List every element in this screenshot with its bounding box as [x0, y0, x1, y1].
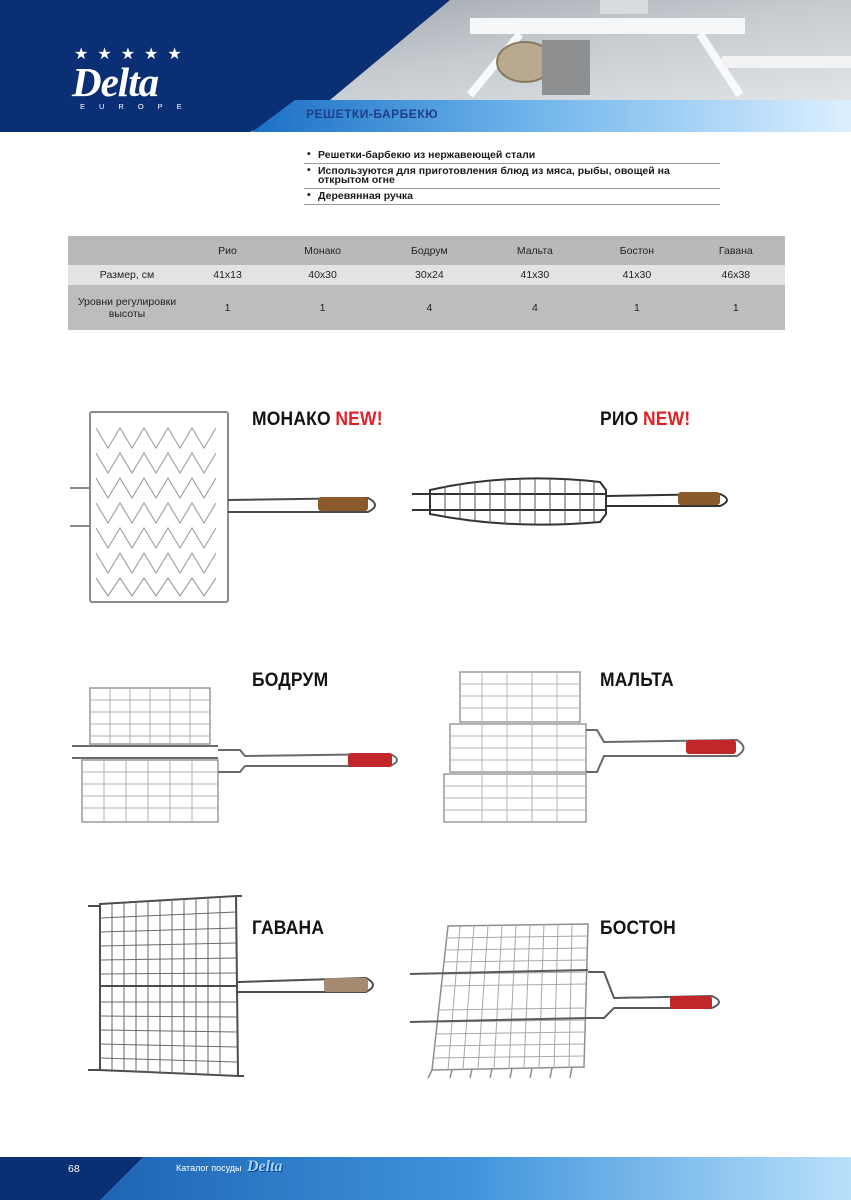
table-cell: 30x24: [415, 269, 444, 281]
table-cell: 46x38: [721, 269, 751, 281]
table-cell: 1: [633, 301, 640, 314]
table-cell: 1: [732, 301, 739, 314]
table-row: [68, 265, 785, 285]
table-column-header: Рио: [218, 244, 237, 257]
table-header-row: [68, 236, 785, 265]
footer-brand-logo: Delta: [247, 1158, 283, 1175]
spec-table: [68, 236, 785, 330]
new-badge: NEW!: [335, 409, 383, 430]
fish-grill-icon: [410, 470, 740, 530]
logo-stars-icon: ★★★★★: [74, 44, 191, 63]
table-row: [68, 285, 785, 330]
new-badge: NEW!: [642, 409, 691, 430]
square-grill-icon: [408, 922, 738, 1082]
table-cell: 41x30: [520, 269, 550, 281]
table-row-label: Размер, см: [99, 269, 155, 281]
double-basket-grill-icon: [70, 680, 410, 830]
section-title: РЕШЕТКИ-БАРБЕКЮ: [306, 107, 439, 121]
table-cell: 4: [426, 301, 433, 314]
triple-basket-grill-icon: [432, 668, 762, 828]
product-title-boston: БОСТОН: [600, 918, 676, 939]
table-cell: 4: [531, 301, 538, 314]
table-row-label: Уровни регулировки высоты: [77, 295, 177, 320]
table-column-header: Гавана: [718, 244, 753, 257]
page-number: 68: [68, 1163, 80, 1175]
product-title-monaco: МОНАКО NEW!: [252, 409, 383, 430]
product-title-havana: ГАВАНА: [252, 918, 325, 939]
feature-item: • Деревянная ручка: [304, 189, 720, 205]
brand-logo: Delta: [72, 59, 159, 105]
product-title-malta: МАЛЬТА: [600, 670, 674, 691]
page-footer: [0, 1157, 851, 1200]
feature-list: [304, 148, 720, 205]
table-column-header: Бодрум: [411, 244, 448, 257]
product-title-bodrum: БОДРУМ: [252, 670, 329, 691]
feature-item: • Используются для приготовления блюд из мяса, рыбы, овощей на открытом огне: [304, 164, 720, 189]
table-column-header: Монако: [304, 244, 342, 257]
table-column-header: Мальта: [516, 244, 553, 257]
table-corner-cell: [68, 236, 186, 265]
table-cell: 41x13: [213, 269, 242, 281]
brand-logo-subtitle: EUROPE: [80, 102, 196, 111]
bullet-icon: •: [307, 189, 311, 201]
bullet-icon: •: [307, 164, 311, 176]
table-cell: 1: [319, 301, 326, 314]
flat-grill-icon: [68, 408, 398, 608]
feature-item: • Решетки-барбекю из нержавеющей стали: [304, 148, 720, 164]
table-cell: 41x30: [622, 269, 652, 281]
footer-catalog-label: Каталог посуды: [176, 1163, 242, 1173]
product-title-rio: РИО NEW!: [600, 409, 691, 430]
table-column-header: Бостон: [619, 244, 655, 257]
table-cell: 40x30: [308, 269, 337, 281]
large-square-grill-icon: [86, 892, 386, 1082]
bullet-icon: •: [307, 148, 311, 160]
table-cell: 1: [224, 301, 231, 314]
